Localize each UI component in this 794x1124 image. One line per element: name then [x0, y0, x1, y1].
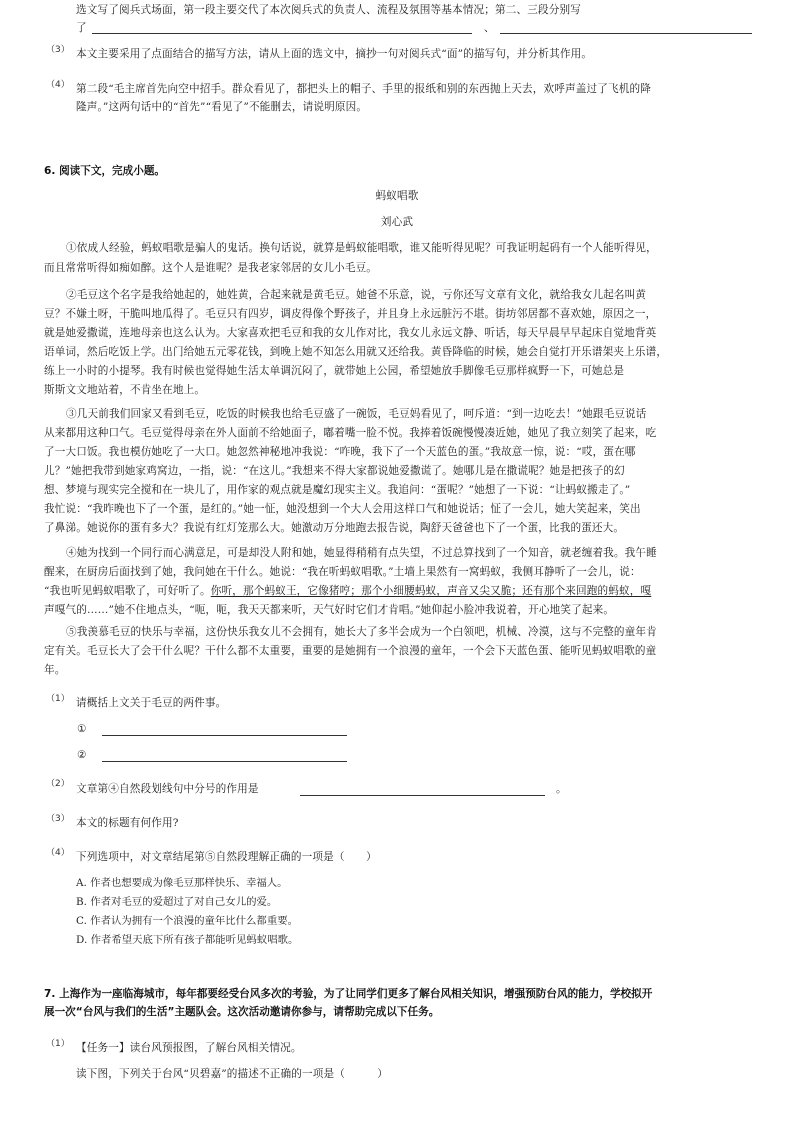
question-heading: 7. 上海作为一座临海城市，每年都要经受台风多次的考验，为了让同学们更多了解台风相关知识，增强预防台风的能力，学校拟开 — [44, 988, 653, 1000]
question-heading: 6. 阅读下文，完成小题。 — [44, 165, 166, 177]
text-line: 年。 — [44, 664, 66, 676]
text-line — [44, 583, 651, 599]
question-text: 【任务一】读台风预报图，了解台风相关情况。 — [76, 1042, 302, 1054]
answer-blank[interactable] — [102, 735, 347, 736]
text-line: ②毛豆这个名字是我给她起的，她姓黄，合起来就是黄毛豆。她爸不乐意，说，亏你还写文章有文化，就给我女儿起名叫黄 — [66, 289, 647, 301]
text-line: ④她为找到一个同行而心满意足，可是却没人附和她，她显得稍稍有点失望，不过总算找到了一个知音，就老缠着我。我午睡 — [66, 547, 657, 559]
text-line: 了鼻涕。她说你的蛋有多大？我说有红灯笼那么大。她激动万分地跑去报告说，陶舒天爸爸也下了一个蛋，比我的蛋还大。 — [44, 522, 625, 534]
question-number: （1） — [46, 1039, 70, 1049]
answer-blank[interactable] — [300, 795, 545, 796]
question-number: （1） — [46, 694, 70, 704]
question-number: （3） — [46, 45, 70, 55]
text-line: ①依成人经验，蚂蚁唱歌是骗人的鬼话。换句话说，就算是蚂蚁能唱歌，谁又能听得见呢？可我证明起码有一个人能听得见， — [66, 242, 657, 254]
text-line: 选文写了阅兵式场面，第一段主要交代了本次阅兵式的负责人、流程及氛围等基本情况；第二、三段分别写 — [76, 4, 581, 16]
option-c[interactable]: C. 作者认为拥有一个浪漫的童年比什么都重要。 — [76, 915, 298, 927]
question-number: （3） — [46, 814, 70, 824]
question-text: 本文的标题有何作用? — [76, 817, 179, 829]
text-line: 就是她爱撒谎，连地母亲也这么认为。大家喜欢把毛豆和我的女儿作对比，我女儿永远文静、听话，每天早晨早早起床自觉地背英 — [44, 327, 657, 339]
text-line: 练上一小时的小提琴。我有时候也觉得她生活太单调沉闷了，就带她上公园，希望她放手脚像毛豆那样疯野一下，可她总是 — [44, 365, 625, 377]
question-text: 读下图，下列关于台风“贝碧嘉”的描述不正确的一项是（ ） — [76, 1068, 388, 1080]
text-line: 语单词，然后吃饭上学。出门给她五元零花钱，到晚上她不知怎么用就又还给我。黄昏降临的时候，她会自觉打开乐谱架夹上乐谱， — [44, 346, 668, 358]
question-number: （2） — [46, 779, 70, 789]
text-line: 了 — [76, 22, 87, 34]
option-a[interactable]: A. 作者也想要成为像毛豆那样快乐、幸福人。 — [76, 877, 288, 889]
article-title: 蚂蚁唱歌 — [375, 190, 419, 202]
question-number: （4） — [46, 80, 70, 90]
answer-blank[interactable] — [102, 761, 347, 762]
option-b[interactable]: B. 作者对毛豆的爱超过了对自己女儿的爱。 — [76, 896, 278, 908]
separator: 、 — [484, 22, 495, 34]
text-line: 从来都用这种口气。毛豆觉得母亲在外人面前不给她面子，嘟着嘴一脸不悦。我捧着饭碗慢慢凑近她，她见了我立刻笑了起来，吃 — [44, 427, 657, 439]
answer-blank[interactable] — [92, 33, 472, 34]
text-line: 我忙说：“我昨晚也下了一个蛋，是红的。”她一怔，她没想到一个大人会用这样口气和她说话；怔了一会儿，她大笑起来，笑出 — [44, 503, 641, 515]
question-text: 文章第④自然段划线句中分号的作用是 — [76, 783, 259, 795]
text-line: 斯斯文文地站着，不肯坐在地上。 — [44, 384, 206, 396]
question-text: 本文主要采用了点面结合的描写方法，请从上面的选文中，摘抄一句对阅兵式“面”的描写句，并分析其作用。 — [76, 48, 593, 60]
answer-label: ① — [77, 723, 87, 735]
option-d[interactable]: D. 作者希望天底下所有孩子都能听见蚂蚁唱歌。 — [76, 934, 299, 946]
question-text: 隆声。”这两句话中的“首先”“看见了”不能删去，请说明原因。 — [76, 101, 368, 113]
question-text: 请概括上文关于毛豆的两件事。 — [76, 697, 227, 709]
text-line: 定有关。毛豆长大了会干什么呢？干什么都不太重要，重要的是她拥有一个浪漫的童年，一个会下天蓝色蛋、能听见蚂蚁唱歌的童 — [44, 645, 657, 657]
text-line: 豆？不嫌土呀，干脆叫地瓜得了。毛豆只有四岁，调皮得像个野孩子，并且身上永远脏污不堪。街坊邻居都不喜欢她，原因之一， — [44, 308, 657, 320]
text-line: 儿？”她把我带到她家鸡窝边，一指，说：“在这儿。”我想来不得大家都说她爱撒谎了。她哪儿是在撒谎呢？她是把孩子的幻 — [44, 465, 625, 477]
text-line: 而且常常听得如痴如醉。这个人是谁呢？是我老家邻居的女儿小毛豆。 — [44, 262, 378, 274]
text-line: 醒来，在厨房后面找到了她，我问她在干什么。她说：“我在听蚂蚁唱歌。”土墙上果然有一窝蚂蚁，我侧耳静听了一会儿，说： — [44, 566, 641, 578]
question-heading: 展一次“台风与我们的生活”主题队会。这次活动邀请你参与，请帮助完成以下任务。 — [44, 1006, 440, 1018]
text-span: “我也听见蚂蚁唱歌了，可好听了。 — [44, 585, 211, 597]
question-text: 第二段“毛主席首先向空中招手。群众看见了，都把头上的帽子、手里的报纸和别的东西抛上天去，欢呼声盖过了飞机的降 — [76, 83, 651, 95]
answer-label: ② — [77, 749, 87, 761]
question-number: （4） — [46, 848, 70, 858]
answer-blank[interactable] — [500, 33, 752, 34]
text-line: 声嘎气的……”她不住地点头，“呃，呃，我天天都来听，天气好时它们才肯唱。”她仰起小脸冲我说着，开心地笑了起来。 — [44, 604, 615, 616]
article-author: 刘心武 — [380, 216, 414, 228]
underlined-sentence: 你听，那个蚂蚁王，它像猪哼；那个小细腰蚂蚁，声音又尖又脆；还有那个来回跑的蚂蚁，嘎 — [210, 585, 652, 597]
question-text: 下列选项中，对文章结尾第⑤自然段理解正确的一项是（ ） — [76, 851, 377, 863]
text-line: 想、梦境与现实完全搅和在一块儿了，用作家的观点就是魔幻现实主义。我追问：“蛋呢？”她想了一下说：“让蚂蚁搬走了。” — [44, 484, 631, 496]
punctuation: 。 — [556, 783, 567, 795]
text-line: 了一大口饭。我也模仿她吃了一大口。她忽然神秘地冲我说：“咋晚，我下了一个天蓝色的蛋。”我故意一惊，说：“哎，蛋在哪 — [44, 446, 636, 458]
text-line: ⑤我羡慕毛豆的快乐与幸福，这份快乐我女儿不会拥有，她长大了多半会成为一个白领吧，机械、冷漠，这与不完整的童年肯 — [66, 626, 657, 638]
text-line: ③几天前我们回家又看到毛豆，吃饭的时候我也给毛豆盛了一碗饭，毛豆妈看见了，呵斥道：“到一边吃去！”她跟毛豆说话 — [66, 408, 647, 420]
